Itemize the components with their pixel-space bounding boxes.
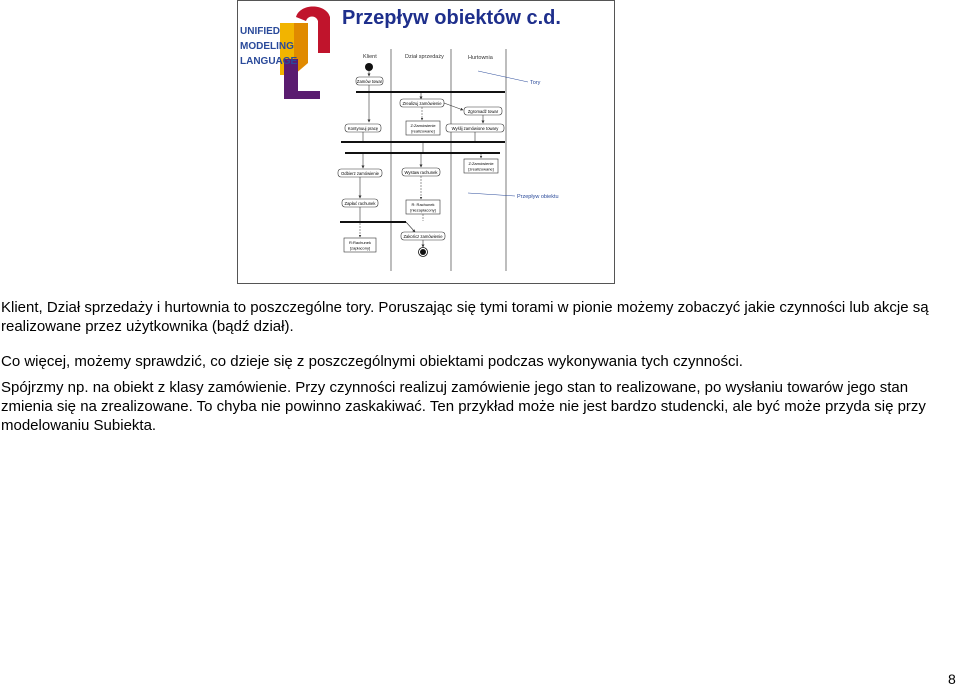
page-number: 8 [948,671,956,687]
activity-zrealizuj-zamowienie-label: Zrealizuj zamówienie [402,101,442,106]
end-node-inner [420,249,426,255]
lane-dzial-sprzedazy: Dział sprzedaży [405,54,444,60]
join-bar-2 [340,221,406,223]
activity-zaplac-rachunek-label: Zapłać rachunek [344,201,376,206]
activity-diagram [238,1,615,284]
activity-zgromadz-towar-label: Zgromadź towar [467,109,499,114]
object-rachunek-zaplacony-name: R:Rachunek [348,240,372,245]
object-zamowienie-realizowane-name: Z:Zamówienie [410,123,436,128]
lane-klient: Klient [363,54,377,60]
logo-line-2: MODELING [240,41,294,52]
logo-line-1: UNIFIED [240,26,280,37]
object-zamowienie-zrealizowane-state: [zrealizowane] [468,166,494,172]
activity-zamow-towar-label: Zamów towar [356,79,383,84]
activity-wyslij-zamowione-towary-label: Wyślij zamówione towary [451,126,499,131]
activity-kontynuuj-prace-label: Kontynuuj pracę [347,126,379,131]
callout-tory: Tory [530,80,541,86]
activity-wystaw-rachunek-label: Wystaw rachunek [404,170,438,175]
activity-zakoncz-zamowienie-label: Zakończ zamówienie [403,234,443,239]
paragraph-3: Spójrzmy np. na obiekt z klasy zamówienie. Przy czynności realizuj zamówienie jego stan to realizowane, po wysłaniu towarów jego stan zmienia się na zrealizowane. To chyba nie powinno zaskakiwać. Ten przykład może nie jest bardzo studencki, ale być może przyda się przy modelowaniu Subiekta. [1,379,926,434]
callout-tory-line [478,71,528,82]
start-node [365,63,373,71]
slide-title: Przepływ obiektów c.d. [342,7,561,29]
activity-odbierz-zamowienie-label: Odbierz zamówienie [341,171,379,176]
object-rachunek-zaplacony-state: [zapłacony] [349,245,371,251]
object-zamowienie-realizowane-state: [realizowane] [411,128,435,134]
join-bar-1 [341,141,505,143]
logo-line-3: LANGUAGE [240,56,298,67]
object-zamowienie-zrealizowane-name: Z:Zamówienie [468,161,494,166]
callout-flow-line [468,193,515,196]
fork-bar-1 [356,91,505,93]
callout-przeplyw-obiektu: Przepływ obiektu [517,194,559,200]
fork-bar-2 [345,152,500,154]
lane-hurtownia: Hurtownia [468,55,493,61]
paragraph-1: Klient, Dział sprzedaży i hurtownia to poszczególne tory. Poruszając się tymi torami w pionie możemy zobaczyć jakie czynności lub akcje są realizowane przez użytkownika (bądź dział). [1,299,929,335]
object-rachunek-niezaplacony-state: [niezapłacony] [410,207,436,213]
paragraph-2: Co więcej, możemy sprawdzić, co dzieje się z poszczególnymi obiektami podczas wykonywania tych czynności. [1,353,743,370]
slide-thumbnail [237,0,615,284]
object-rachunek-niezaplacony-name: R: Rachunek [411,202,435,207]
